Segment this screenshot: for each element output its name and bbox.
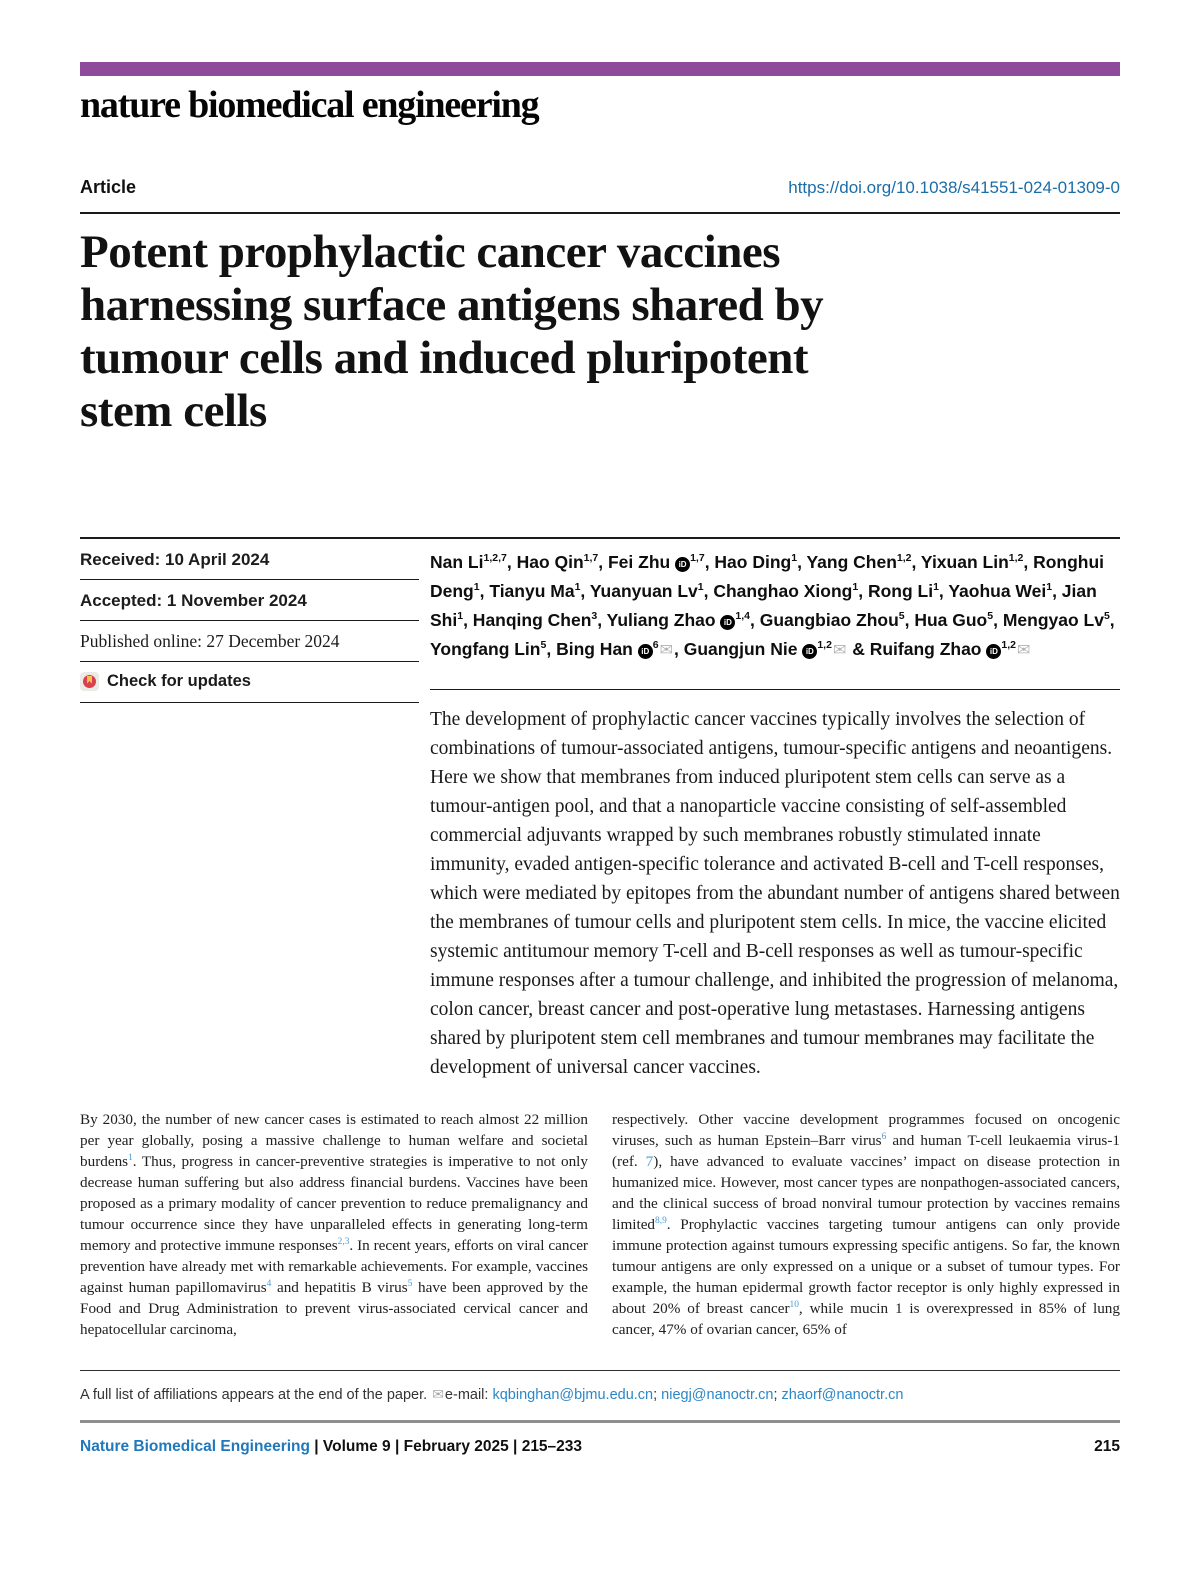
text-run: , Yuliang Zhao [597, 609, 721, 630]
article-type-label: Article [80, 176, 137, 197]
reference-link[interactable]: 1 [128, 1152, 133, 1163]
footer-issue-info: | Volume 9 | February 2025 | 215–233 [309, 1437, 583, 1455]
abstract-text: The development of prophylactic cancer vaccines typically involves the selection of combinations of tumour-associated antigens, tumour-specific antigens and neoantigens. Here we show that membranes from induced pluripotent stem cells can serve as a tumour-antigen pool, and that a nanoparticle vaccine consisting of self-assembled commercial adjuvants wrapped by such membranes robustly stimulated innate immunity, evaded antigen-specific tolerance and activated B-cell and T-cell responses, which were mediated by epitopes from the abundant number of antigens shared between the membranes of tumour cells and pluripotent stem cells. In mice, the vaccine elicited systemic antitumour memory T-cell and B-cell responses as well as tumour-specific immune responses after a tumour challenge, and inhibited the progression of melanoma, colon cancer, breast cancer and post-operative lung metastases. Harnessing antigens shared by pluripotent stem cell membranes and tumour membranes may facilitate the development of universal cancer vaccines. [430, 708, 1120, 1078]
text-run: , Yixuan Lin [911, 551, 1009, 572]
article-header-row [80, 177, 1120, 198]
affiliation-superscript: 1,7 [583, 551, 599, 564]
text-run: e-mail: [444, 1386, 493, 1403]
text-run: , Fei Zhu [598, 551, 676, 572]
reference-link[interactable]: 2,3 [337, 1236, 350, 1247]
title-line-3: tumour cells and induced pluripotent [80, 331, 809, 384]
title-line-1: Potent prophylactic cancer vaccines [80, 225, 780, 278]
text-run: & Ruifang Zhao [847, 638, 987, 659]
affiliation-superscript: 3 [591, 609, 598, 622]
reference-link[interactable]: 10 [789, 1299, 799, 1310]
title-line-4: stem cells [80, 384, 267, 437]
text-run: . Thus, progress in cancer-preventive strategies is imperative to not only decrease human suffering but also address financial burdens. Vaccines have been proposed as a primary modality of cancer prevention to reduce premalignancy and tumour occurrence since they have unparalleled effects in generating long-term memory and protective immune responses [80, 1152, 588, 1254]
text-run: and human T-cell leukaemia virus-1 (ref. [612, 1131, 1120, 1170]
email-link[interactable]: niegj@nanoctr.cn [661, 1386, 774, 1403]
affiliation-superscript: 1 [574, 580, 581, 593]
text-run: , Rong Li [858, 580, 934, 601]
reference-link[interactable]: 4 [266, 1278, 272, 1289]
affiliation-superscript: 1 [697, 580, 704, 593]
body-paragraph-left [80, 1109, 588, 1340]
published-date: Published online: 27 December 2024 [80, 621, 419, 662]
title-line-2: harnessing surface antigens shared by [80, 278, 824, 331]
text-run: By 2030, the number of new cancer cases is estimated to reach almost 22 million per year globally, posing a massive challenge to human welfare and societal burdens [80, 1110, 588, 1170]
brand-bar [80, 62, 1120, 76]
check-for-updates-button[interactable] [80, 662, 419, 703]
check-for-updates-label: Check for updates [107, 671, 251, 690]
article-history [80, 539, 419, 1082]
reference-link[interactable]: 7 [645, 1152, 654, 1170]
text-run: Nan Li [430, 551, 484, 572]
text-run: . In recent years, efforts on viral cancer prevention have already met with remarkable achievements. For example, vaccines against human papillomavirus [80, 1236, 588, 1296]
journal-logo: nature biomedical engineering [80, 84, 539, 126]
text-run: , Changhao Xiong [703, 580, 853, 601]
affiliation-superscript: 1 [1046, 580, 1053, 593]
received-date: Received: 10 April 2024 [80, 539, 419, 580]
affiliation-superscript: 1 [933, 580, 939, 593]
text-run: ), have advanced to evaluate vaccines’ impact on disease protection in humanized mice. However, most cancer types are nonpathogen-associated cancers, and the clinical success of broad nonviral tumour protection by vaccines remains limited [612, 1152, 1120, 1233]
email-link[interactable]: kqbinghan@bjmu.edu.cn [492, 1386, 654, 1403]
affiliation-superscript: 1 [791, 551, 798, 564]
affiliation-superscript: 6 [652, 638, 659, 651]
doi-link[interactable]: https://doi.org/10.1038/s41551-024-01309-0 [788, 177, 1120, 197]
page-footer [80, 1423, 1120, 1456]
text-run: , Hao Ding [704, 551, 792, 572]
page-title [80, 226, 1120, 438]
body-column-left [80, 1109, 588, 1340]
footer-page-number: 215 [1094, 1437, 1120, 1455]
accepted-date: Accepted: 1 November 2024 [80, 580, 419, 621]
affiliation-superscript: 1 [473, 580, 480, 593]
text-run: , Hanqing Chen [463, 609, 592, 630]
affiliation-superscript: 1,2 [1001, 638, 1016, 651]
reference-link[interactable]: 5 [407, 1278, 413, 1289]
affiliation-superscript: 5 [987, 609, 994, 622]
text-run: , Yuanyuan Lv [580, 580, 698, 601]
text-run: ; [773, 1386, 782, 1403]
meta-and-authors-section [80, 537, 1120, 1082]
text-run: ; [653, 1386, 662, 1403]
email-link[interactable]: zhaorf@nanoctr.cn [781, 1386, 904, 1403]
envelope-icon[interactable]: ✉ [432, 1385, 444, 1402]
text-run: and hepatitis B virus [271, 1278, 408, 1296]
text-run: , Mengyao Lv [993, 609, 1104, 630]
reference-link[interactable]: 6 [881, 1131, 887, 1142]
affiliation-superscript: 5 [540, 638, 547, 651]
title-divider [80, 212, 1120, 214]
affiliation-superscript: 1,2 [1008, 551, 1024, 564]
affiliation-superscript: 1,4 [735, 609, 751, 622]
orcid-icon[interactable]: iD [986, 644, 1001, 659]
text-run: , Hao Qin [506, 551, 584, 572]
author-list [430, 548, 1120, 690]
authors-and-abstract [430, 539, 1120, 1082]
text-run: , Tianyu Ma [479, 580, 575, 601]
orcid-icon[interactable]: iD [802, 644, 817, 659]
affiliation-superscript: 1,2 [817, 638, 832, 651]
text-run: A full list of affiliations appears at the end of the paper. [80, 1386, 432, 1403]
envelope-icon[interactable]: ✉ [832, 641, 847, 659]
affiliations-note [80, 1371, 1120, 1420]
text-run: respectively. Other vaccine development programmes focused on oncogenic viruses, such as human Epstein–Barr virus [612, 1110, 1120, 1149]
text-run: , Hua Guo [904, 609, 988, 630]
affiliation-superscript: 1,2 [896, 551, 912, 564]
envelope-icon[interactable]: ✉ [1016, 641, 1031, 659]
affiliation-superscript: 5 [1103, 609, 1110, 622]
orcid-icon[interactable]: iD [720, 615, 735, 630]
text-run: , Guangbiao Zhou [750, 609, 899, 630]
text-run: , Guangjun Nie [673, 638, 803, 659]
text-run: . Prophylactic vaccines targeting tumour antigens can only provide immune protection against tumours expressing specific antigens. So far, the known tumour antigens are only expressed on a unique or a subset of tumour types. For example, the human epidermal growth factor receptor is only highly expressed in about 20% of breast cancer [612, 1215, 1120, 1317]
body-paragraph-right [612, 1109, 1120, 1340]
text-run: , while mucin 1 is overexpressed in 85% of lung cancer, 47% of ovarian cancer, 65% of [612, 1299, 1120, 1338]
affiliation-superscript: 1 [457, 609, 464, 622]
affiliation-superscript: 1 [852, 580, 859, 593]
affiliation-superscript: 5 [898, 609, 905, 622]
body-text [80, 1109, 1120, 1340]
affiliation-superscript: 1,7 [690, 551, 705, 564]
text-run: , Bing Han [546, 638, 638, 659]
footer-citation [80, 1438, 582, 1456]
affiliation-superscript: 1,2,7 [483, 551, 507, 564]
orcid-icon[interactable]: iD [675, 557, 690, 572]
text-run: , Ronghui Deng [430, 551, 1105, 601]
text-run: , Yongfang Lin [430, 609, 1115, 659]
text-run: , Jian Shi [430, 580, 1097, 630]
footer-journal-link[interactable]: Nature Biomedical Engineering [80, 1437, 310, 1455]
crossmark-icon [80, 672, 99, 691]
text-run: , Yaohua Wei [938, 580, 1047, 601]
text-run: , Yang Chen [797, 551, 897, 572]
reference-link[interactable]: 8,9 [655, 1215, 667, 1226]
envelope-icon[interactable]: ✉ [659, 641, 673, 659]
orcid-icon[interactable]: iD [638, 644, 653, 659]
body-column-right [612, 1109, 1120, 1340]
text-run: have been approved by the Food and Drug Administration to prevent virus-associated cervical cancer and hepatocellular carcinoma, [80, 1278, 588, 1338]
